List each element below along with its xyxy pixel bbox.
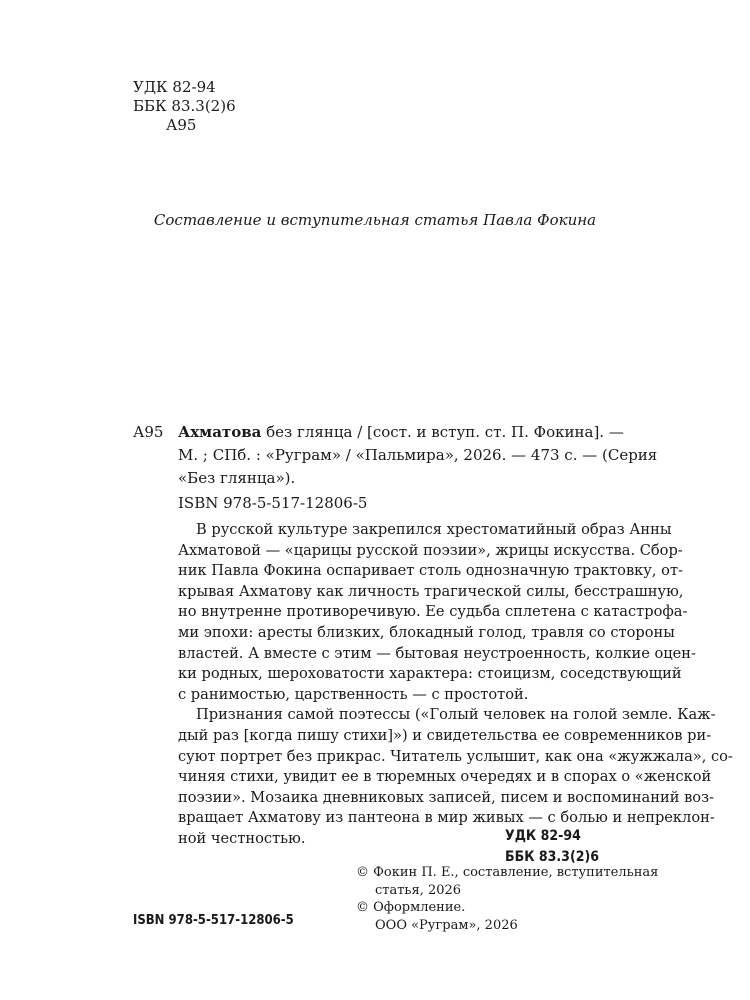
copyright-line: статья, 2026 [375,882,462,898]
catalog-author-mark: А95 [133,423,164,441]
copyright-notice [356,864,659,934]
annotation-line: суют портрет без прикрас. Читатель услышит, как она «жужжала», со- [178,747,733,765]
annotation-line: вращает Ахматову из пантеона в мир живых — с болью и непреклон- [178,809,715,827]
copyright-line: © Оформление. [356,900,466,915]
bbk-code-bottom: ББК 83.3(2)6 [505,849,599,865]
annotation-line: чиняя стихи, увидит ее в тюремных очередях и в спорах о «женской [178,768,712,786]
annotation-paragraph-1 [178,520,696,705]
copyright-line: © Фокин П. Е., составление, вступительная [356,865,659,880]
record-line-3: «Без глянца»). [178,469,296,487]
annotation-line: Признания самой поэтессы («Голый человек на голой земле. Каж- [196,706,716,724]
annotation-line: дый раз [когда пишу стихи]») и свидетельства ее современников ри- [178,726,712,744]
annotation-line: поэзии». Мозаика дневниковых записей, писем и воспоминаний воз- [178,788,714,806]
author-mark: А95 [166,116,197,134]
annotation-line: властей. А вместе с этим — бытовая неустроенность, колкие оцен- [178,644,696,662]
isbn-footer: ISBN 978-5-517-12806-5 [133,913,294,928]
annotation-line: Ахматовой — «царицы русской поэзии», жрицы искусства. Сбор- [178,541,683,559]
isbn-record: ISBN 978-5-517-12806-5 [178,494,368,512]
bbk-code: ББК 83.3(2)6 [133,97,236,115]
record-title: без глянца / [сост. и вступ. ст. П. Фокина]. — [261,423,624,441]
annotation-line: с ранимостью, царственность — с простотой. [178,685,529,703]
record-line-2: М. ; СПб. : «Руграм» / «Пальмира», 2026. — 473 с. — (Серия [178,446,658,464]
annotation-line: но внутренне противоречивую. Ее судьба сплетена с катастрофа- [178,603,688,621]
copyright-line: ООО «Руграм», 2026 [375,917,518,933]
annotation-line: ки родных, шероховатости характера: стоицизм, соседствующий [178,665,682,683]
annotation-line: ной честностью. [178,829,306,847]
annotation-line: ник Павла Фокина оспаривает столь однозначную трактовку, от- [178,562,683,580]
record-line-1 [178,421,624,444]
udk-code-bottom: УДК 82-94 [505,828,581,844]
udk-code: УДК 82-94 [133,78,216,96]
annotation [178,520,733,850]
annotation-line: В русской культуре закрепился хрестоматийный образ Анны [196,521,672,538]
annotation-line: крывая Ахматову как личность трагической силы, бесстрашную, [178,582,684,600]
classification-bottom [505,826,614,868]
classification-top [133,78,236,135]
record-author: Ахматова [178,423,262,441]
bibliographic-record [178,421,658,490]
compiler-credit: Составление и вступительная статья Павла Фокина [153,211,597,229]
annotation-line: ми эпохи: аресты близких, блокадный голод, травля со стороны [178,623,675,641]
